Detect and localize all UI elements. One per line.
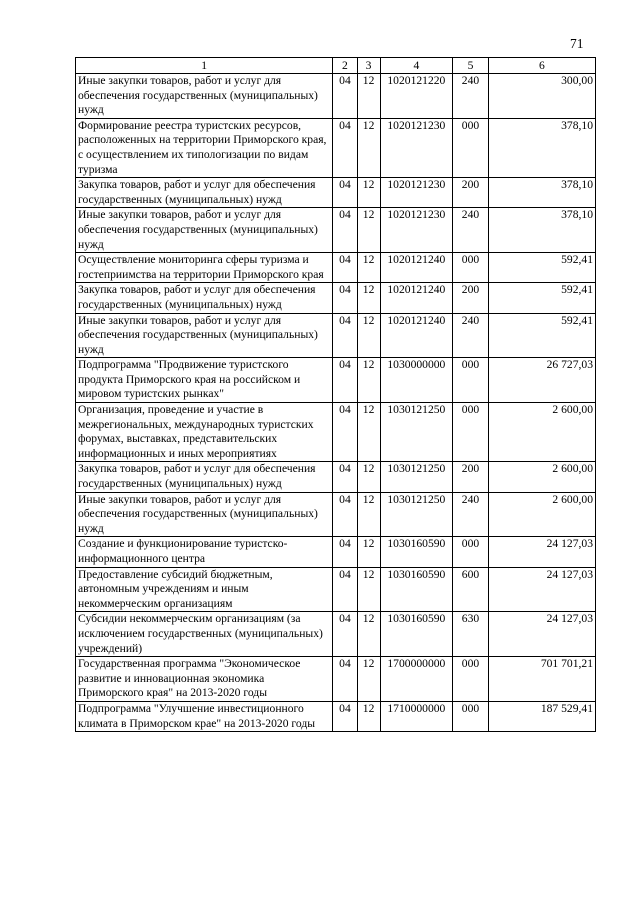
header-col-1: 1 [76,58,333,74]
row-name: Иные закупки товаров, работ и услуг для обеспечения государственных (муниципальных) нужд [76,492,333,537]
table-row [76,118,596,177]
section-code: 04 [333,403,357,462]
subsection-code: 12 [357,358,380,403]
table-row [76,253,596,283]
subsection-code: 12 [357,74,380,119]
row-name: Подпрограмма "Продвижение туристского продукта Приморского края на российском и мировом туристских рынках" [76,358,333,403]
header-col-5: 5 [453,58,489,74]
row-name: Иные закупки товаров, работ и услуг для обеспечения государственных (муниципальных) нужд [76,208,333,253]
expense-type-code: 240 [453,313,489,358]
header-col-6: 6 [488,58,595,74]
expense-type-code: 240 [453,74,489,119]
expense-type-code: 000 [453,657,489,702]
target-article-code: 1700000000 [380,657,452,702]
subsection-code: 12 [357,208,380,253]
section-code: 04 [333,657,357,702]
row-name: Государственная программа "Экономическое развитие и инновационная экономика Приморского края" на 2013-2020 годы [76,657,333,702]
subsection-code: 12 [357,492,380,537]
table-row [76,178,596,208]
target-article-code: 1030121250 [380,492,452,537]
expense-type-code: 000 [453,118,489,177]
subsection-code: 12 [357,567,380,612]
amount: 378,10 [488,118,595,177]
header-row [76,58,596,74]
expense-type-code: 200 [453,178,489,208]
table-row [76,567,596,612]
subsection-code: 12 [357,612,380,657]
amount: 2 600,00 [488,462,595,492]
subsection-code: 12 [357,283,380,313]
subsection-code: 12 [357,118,380,177]
table-row [76,492,596,537]
target-article-code: 1020121240 [380,283,452,313]
table-body [76,74,596,732]
table-row [76,462,596,492]
expense-type-code: 200 [453,283,489,313]
target-article-code: 1020121230 [380,208,452,253]
target-article-code: 1030121250 [380,403,452,462]
section-code: 04 [333,118,357,177]
section-code: 04 [333,462,357,492]
target-article-code: 1030121250 [380,462,452,492]
section-code: 04 [333,178,357,208]
target-article-code: 1020121230 [380,118,452,177]
amount: 592,41 [488,313,595,358]
expense-type-code: 000 [453,701,489,731]
amount: 187 529,41 [488,701,595,731]
row-name: Создание и функционирование туристско-информационного центра [76,537,333,567]
target-article-code: 1020121240 [380,253,452,283]
row-name: Подпрограмма "Улучшение инвестиционного климата в Приморском крае" на 2013-2020 годы [76,701,333,731]
subsection-code: 12 [357,462,380,492]
row-name: Организация, проведение и участие в межрегиональных, международных туристских форумах, выставках, представительских информационных и иных мероприятиях [76,403,333,462]
section-code: 04 [333,612,357,657]
subsection-code: 12 [357,403,380,462]
target-article-code: 1020121230 [380,178,452,208]
page-number: 71 [570,36,584,51]
row-name: Субсидии некоммерческим организациям (за исключением государственных (муниципальных) учреждений) [76,612,333,657]
amount: 300,00 [488,74,595,119]
section-code: 04 [333,701,357,731]
section-code: 04 [333,358,357,403]
section-code: 04 [333,492,357,537]
section-code: 04 [333,313,357,358]
amount: 701 701,21 [488,657,595,702]
amount: 2 600,00 [488,492,595,537]
amount: 592,41 [488,283,595,313]
target-article-code: 1020121240 [380,313,452,358]
amount: 24 127,03 [488,612,595,657]
expense-type-code: 600 [453,567,489,612]
subsection-code: 12 [357,657,380,702]
subsection-code: 12 [357,253,380,283]
budget-table [75,57,596,732]
table-row [76,313,596,358]
header-col-4: 4 [380,58,452,74]
subsection-code: 12 [357,701,380,731]
row-name: Предоставление субсидий бюджетным, автономным учреждениям и иным некоммерческим организациям [76,567,333,612]
amount: 26 727,03 [488,358,595,403]
row-name: Осуществление мониторинга сферы туризма и гостеприимства на территории Приморского края [76,253,333,283]
expense-type-code: 240 [453,208,489,253]
section-code: 04 [333,253,357,283]
row-name: Закупка товаров, работ и услуг для обеспечения государственных (муниципальных) нужд [76,462,333,492]
table-row [76,283,596,313]
target-article-code: 1020121220 [380,74,452,119]
subsection-code: 12 [357,313,380,358]
amount: 24 127,03 [488,567,595,612]
expense-type-code: 000 [453,403,489,462]
row-name: Иные закупки товаров, работ и услуг для обеспечения государственных (муниципальных) нужд [76,313,333,358]
subsection-code: 12 [357,537,380,567]
row-name: Формирование реестра туристских ресурсов, расположенных на территории Приморского края, с осуществлением их типологизации по видам туризма [76,118,333,177]
target-article-code: 1030160590 [380,537,452,567]
table-row [76,612,596,657]
header-col-2: 2 [333,58,357,74]
target-article-code: 1710000000 [380,701,452,731]
table-row [76,657,596,702]
amount: 24 127,03 [488,537,595,567]
section-code: 04 [333,537,357,567]
row-name: Закупка товаров, работ и услуг для обеспечения государственных (муниципальных) нужд [76,283,333,313]
section-code: 04 [333,74,357,119]
expense-type-code: 000 [453,537,489,567]
table-row [76,74,596,119]
subsection-code: 12 [357,178,380,208]
target-article-code: 1030160590 [380,612,452,657]
amount: 2 600,00 [488,403,595,462]
amount: 378,10 [488,178,595,208]
expense-type-code: 000 [453,253,489,283]
section-code: 04 [333,283,357,313]
row-name: Закупка товаров, работ и услуг для обеспечения государственных (муниципальных) нужд [76,178,333,208]
expense-type-code: 630 [453,612,489,657]
expense-type-code: 240 [453,492,489,537]
amount: 378,10 [488,208,595,253]
target-article-code: 1030160590 [380,567,452,612]
table-row [76,358,596,403]
table-row [76,208,596,253]
header-col-3: 3 [357,58,380,74]
table-row [76,537,596,567]
table-row [76,403,596,462]
section-code: 04 [333,208,357,253]
amount: 592,41 [488,253,595,283]
expense-type-code: 200 [453,462,489,492]
row-name: Иные закупки товаров, работ и услуг для обеспечения государственных (муниципальных) нужд [76,74,333,119]
target-article-code: 1030000000 [380,358,452,403]
section-code: 04 [333,567,357,612]
table-row [76,701,596,731]
expense-type-code: 000 [453,358,489,403]
